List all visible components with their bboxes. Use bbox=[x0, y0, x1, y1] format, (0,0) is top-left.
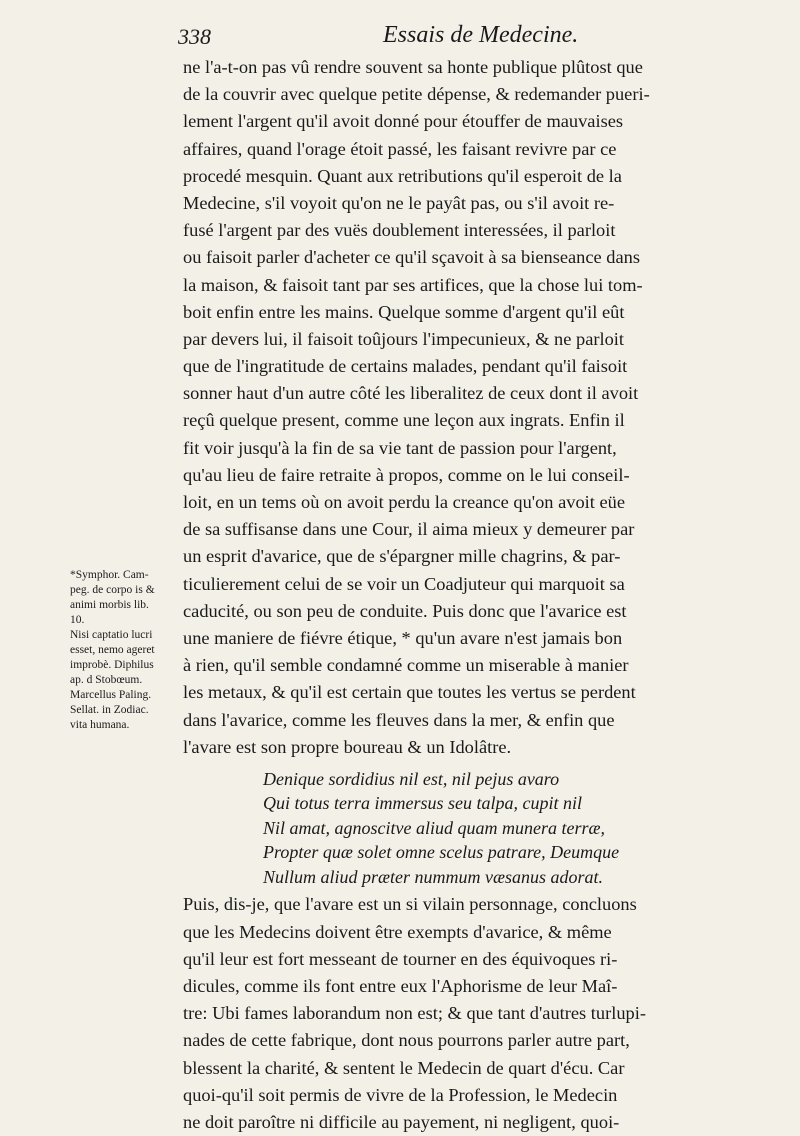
running-title: Essais de Medecine. bbox=[383, 22, 579, 48]
verse-line: Nullum aliud præter nummum væsanus adorat. bbox=[263, 866, 604, 887]
text-line: nades de cette fabrique, dont nous pourrons parler autre part, bbox=[183, 1030, 630, 1051]
text-line: boit enfin entre les mains. Quelque somme d'argent qu'il eût bbox=[183, 301, 625, 322]
text-line: de sa suffisanse dans une Cour, il aima mieux y demeurer par bbox=[183, 519, 635, 540]
text-line: blessent la charité, & sentent le Medecin de quart d'écu. Car bbox=[183, 1057, 625, 1078]
marginal-line: *Symphor. Cam- bbox=[70, 569, 149, 581]
marginal-line: vita humana. bbox=[70, 719, 130, 731]
verse-line: Nil amat, agnoscitve aliud quam munera terræ, bbox=[263, 817, 605, 838]
text-line: procedé mesquin. Quant aux retributions qu'il esperoit de la bbox=[183, 165, 622, 186]
text-line: un esprit d'avarice, que de s'épargner mille chagrins, & par- bbox=[183, 546, 621, 567]
text-line: sonner haut d'un autre côté les liberalitez de ceux dont il avoit bbox=[183, 383, 639, 404]
marginal-line: Nisi captatio lucri bbox=[70, 629, 153, 641]
verse-line: Qui totus terra immersus seu talpa, cupit nil bbox=[263, 793, 582, 814]
latin-verse bbox=[183, 767, 773, 890]
text-line: par devers lui, il faisoit toûjours l'impecunieux, & ne parloit bbox=[183, 328, 625, 349]
marginal-line: ap. d Stobœum. bbox=[70, 674, 143, 686]
text-line: quoi-qu'il soit permis de vivre de la Profession, le Medecin bbox=[183, 1084, 618, 1105]
prose-block-continued bbox=[183, 891, 773, 1136]
page-header bbox=[178, 22, 778, 52]
text-line: ne doit paroître ni difficile au payement, ni negligent, quoi- bbox=[183, 1111, 620, 1132]
marginal-line: esset, nemo ageret bbox=[70, 644, 155, 656]
text-line: Medecine, s'il voyoit qu'on ne le payât pas, ou s'il avoit re- bbox=[183, 192, 615, 213]
text-line: Puis, dis-je, que l'avare est un si vilain personnage, concluons bbox=[183, 894, 637, 915]
text-line: une maniere de fiévre étique, * qu'un avare n'est jamais bon bbox=[183, 627, 623, 648]
prose-block bbox=[183, 54, 773, 761]
marginal-line: animi morbis lib. bbox=[70, 599, 149, 611]
text-line: caducité, ou son peu de conduite. Puis donc que l'avarice est bbox=[183, 600, 627, 621]
text-line: les metaux, & qu'il est certain que toutes les vertus se perdent bbox=[183, 682, 636, 703]
text-line: reçû quelque present, comme une leçon aux ingrats. Enfin il bbox=[183, 410, 625, 431]
text-line: qu'il leur est fort messeant de tourner en des équivoques ri- bbox=[183, 948, 618, 969]
text-line: que de l'ingratitude de certains malades, pendant qu'il faisoit bbox=[183, 356, 628, 377]
page-number: 338 bbox=[178, 24, 211, 49]
marginal-note bbox=[70, 568, 180, 733]
text-line: de la couvrir avec quelque petite dépense, & redemander pueri- bbox=[183, 84, 650, 105]
text-line: que les Medecins doivent être exempts d'avarice, & même bbox=[183, 921, 612, 942]
text-line: à rien, qu'il semble condamné comme un miserable à manier bbox=[183, 655, 629, 676]
text-line: tre: Ubi fames laborandum non est; & que tant d'autres turlupi- bbox=[183, 1003, 646, 1024]
verse-line: Propter quæ solet omne scelus patrare, Deumque bbox=[263, 842, 620, 863]
text-line: dicules, comme ils font entre eux l'Aphorisme de leur Maî- bbox=[183, 975, 618, 996]
text-line: la maison, & faisoit tant par ses artifices, que la chose lui tom- bbox=[183, 274, 643, 295]
marginal-line: improbè. Diphilus bbox=[70, 659, 154, 671]
text-line: affaires, quand l'orage étoit passé, les faisant revivre par ce bbox=[183, 138, 617, 159]
body-text bbox=[183, 54, 773, 1136]
text-line: loit, en un tems où on avoit perdu la creance qu'on avoit eüe bbox=[183, 492, 625, 512]
text-line: ne l'a-t-on pas vû rendre souvent sa honte publique plûtost que bbox=[183, 57, 643, 77]
text-line: fit voir jusqu'à la fin de sa vie tant de passion pour l'argent, bbox=[183, 437, 617, 458]
marginal-line: Marcellus Paling. bbox=[70, 689, 152, 701]
text-line: ou faisoit parler d'acheter ce qu'il sçavoit à sa bienseance dans bbox=[183, 247, 641, 268]
verse-line: Denique sordidius nil est, nil pejus avaro bbox=[263, 768, 560, 789]
marginal-line: peg. de corpo is & bbox=[70, 584, 155, 596]
text-line: fusé l'argent par des vuës doublement interessées, il parloit bbox=[183, 220, 616, 241]
marginal-line: Sellat. in Zodiac. bbox=[70, 704, 149, 716]
text-line: qu'au lieu de faire retraite à propos, comme on le lui conseil- bbox=[183, 464, 630, 485]
text-line: l'avare est son propre boureau & un Idolâtre. bbox=[183, 736, 512, 757]
text-line: dans l'avarice, comme les fleuves dans la mer, & enfin que bbox=[183, 709, 615, 730]
text-line: lement l'argent qu'il avoit donné pour étouffer de mauvaises bbox=[183, 111, 624, 132]
text-line: ticulierement celui de se voir un Coadjuteur qui marquoit sa bbox=[183, 573, 625, 594]
marginal-line: 10. bbox=[70, 614, 85, 626]
